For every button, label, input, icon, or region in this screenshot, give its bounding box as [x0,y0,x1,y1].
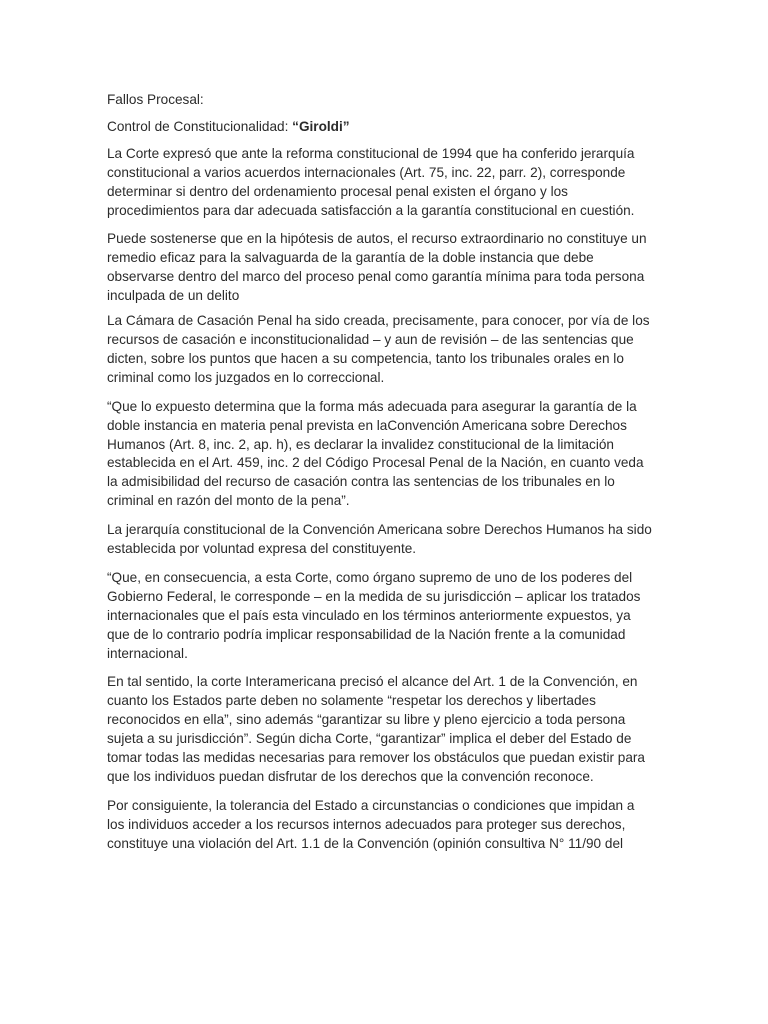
document-subheading [107,118,663,137]
paragraph-line: observarse dentro del marco del proceso penal como garantía mínima para toda persona [107,269,645,285]
case-name: “Giroldi” [292,118,350,134]
paragraph-line: La jerarquía constitucional de la Convención Americana sobre Derechos Humanos ha sido [107,522,652,538]
paragraph-line: que de lo contrario podría implicar responsabilidad de la Nación frente a la comunidad [107,626,626,642]
paragraph-line: En tal sentido, la corte Interamericana precisó el alcance del Art. 1 de la Convención, en [107,674,638,690]
paragraph-line: procedimientos para dar adecuada satisfacción a la garantía constitucional en cuestión. [107,202,635,218]
document-heading: Fallos Procesal: [107,92,204,107]
paragraph-line: dicten, sobre los puntos que hacen a su competencia, tanto los tribunales orales en lo [107,350,624,366]
paragraphs [107,145,663,854]
paragraph [107,673,663,786]
paragraph-line: remedio eficaz para la salvaguarda de la garantía de la doble instancia que debe [107,250,594,266]
paragraph-line: tomar todas las medidas necesarias para remover los obstáculos que puedan existir para [107,750,645,766]
paragraph-line: Humanos (Art. 8, inc. 2, ap. h), es declarar la invalidez constitucional de la limitación [107,436,614,452]
paragraph [107,569,663,664]
paragraph [107,521,663,559]
paragraph-line: constituye una violación del Art. 1.1 de la Convención (opinión consultiva N° 11/90 del [107,835,624,851]
paragraph [107,797,663,854]
paragraph [107,145,663,221]
subheading-prefix: Control de Constitucionalidad: [107,118,293,134]
paragraph-line: Gobierno Federal, le corresponde – en la medida de su jurisdicción – aplicar los tratados [107,588,641,604]
paragraph-line: doble instancia en materia penal prevista en laConvención Americana sobre Derechos [107,417,627,433]
paragraph-line: criminal como los juzgados en lo correccional. [107,369,385,385]
paragraph-line: reconocidos en ella”, sino además “garantizar su libre y pleno ejercicio a toda persona [107,712,626,728]
paragraph-line: inculpada de un delito [107,288,240,304]
paragraph-line: internacional. [107,645,188,661]
paragraph-line: cuanto los Estados parte deben no solamente “respetar los derechos y libertades [107,693,596,709]
paragraph-line: establecida en el Art. 459, inc. 2 del Código Procesal Penal de la Nación, en cuanto veda [107,455,644,471]
document-body [107,91,663,864]
paragraph-line: la admisibilidad del recurso de casación contra las sentencias de los tribunales en lo [107,474,615,490]
paragraph-line: los individuos acceder a los recursos internos adecuados para proteger sus derechos, [107,816,626,832]
paragraph [107,398,663,511]
paragraph-line: constitucional a varios acuerdos internacionales (Art. 75, inc. 22, parr. 2), corresponde [107,164,626,180]
paragraph-line: que los individuos puedan disfrutar de los derechos que la convención reconoce. [107,769,594,784]
paragraph [107,312,663,388]
paragraph-line: Puede sostenerse que en la hipótesis de autos, el recurso extraordinario no constituye un [107,231,647,247]
paragraph-line: establecida por voluntad expresa del constituyente. [107,541,417,557]
paragraph-line: criminal en razón del monto de la pena”. [107,493,350,509]
paragraph [107,230,663,306]
paragraph-line: internacionales que el país esta vinculado en los términos anteriormente expuestos, ya [107,607,631,623]
paragraph-line: “Que, en consecuencia, a esta Corte, como órgano supremo de uno de los poderes del [107,569,633,585]
paragraph-line: sujeta a su jurisdicción”. Según dicha Corte, “garantizar” implica el deber del Estado de [107,731,632,747]
paragraph-line: determinar si dentro del ordenamiento procesal penal existen el órgano y los [107,183,568,199]
paragraph-line: La Cámara de Casación Penal ha sido creada, precisamente, para conocer, por vía de los [107,313,650,329]
paragraph-line: Por consiguiente, la tolerancia del Estado a circunstancias o condiciones que impidan a [107,797,635,813]
paragraph-line: “Que lo expuesto determina que la forma más adecuada para asegurar la garantía de la [107,398,637,414]
paragraph-line: La Corte expresó que ante la reforma constitucional de 1994 que ha conferido jerarquía [107,145,635,161]
paragraph-line: recursos de casación e inconstitucionalidad – y aun de revisión – de las sentencias que [107,331,634,347]
